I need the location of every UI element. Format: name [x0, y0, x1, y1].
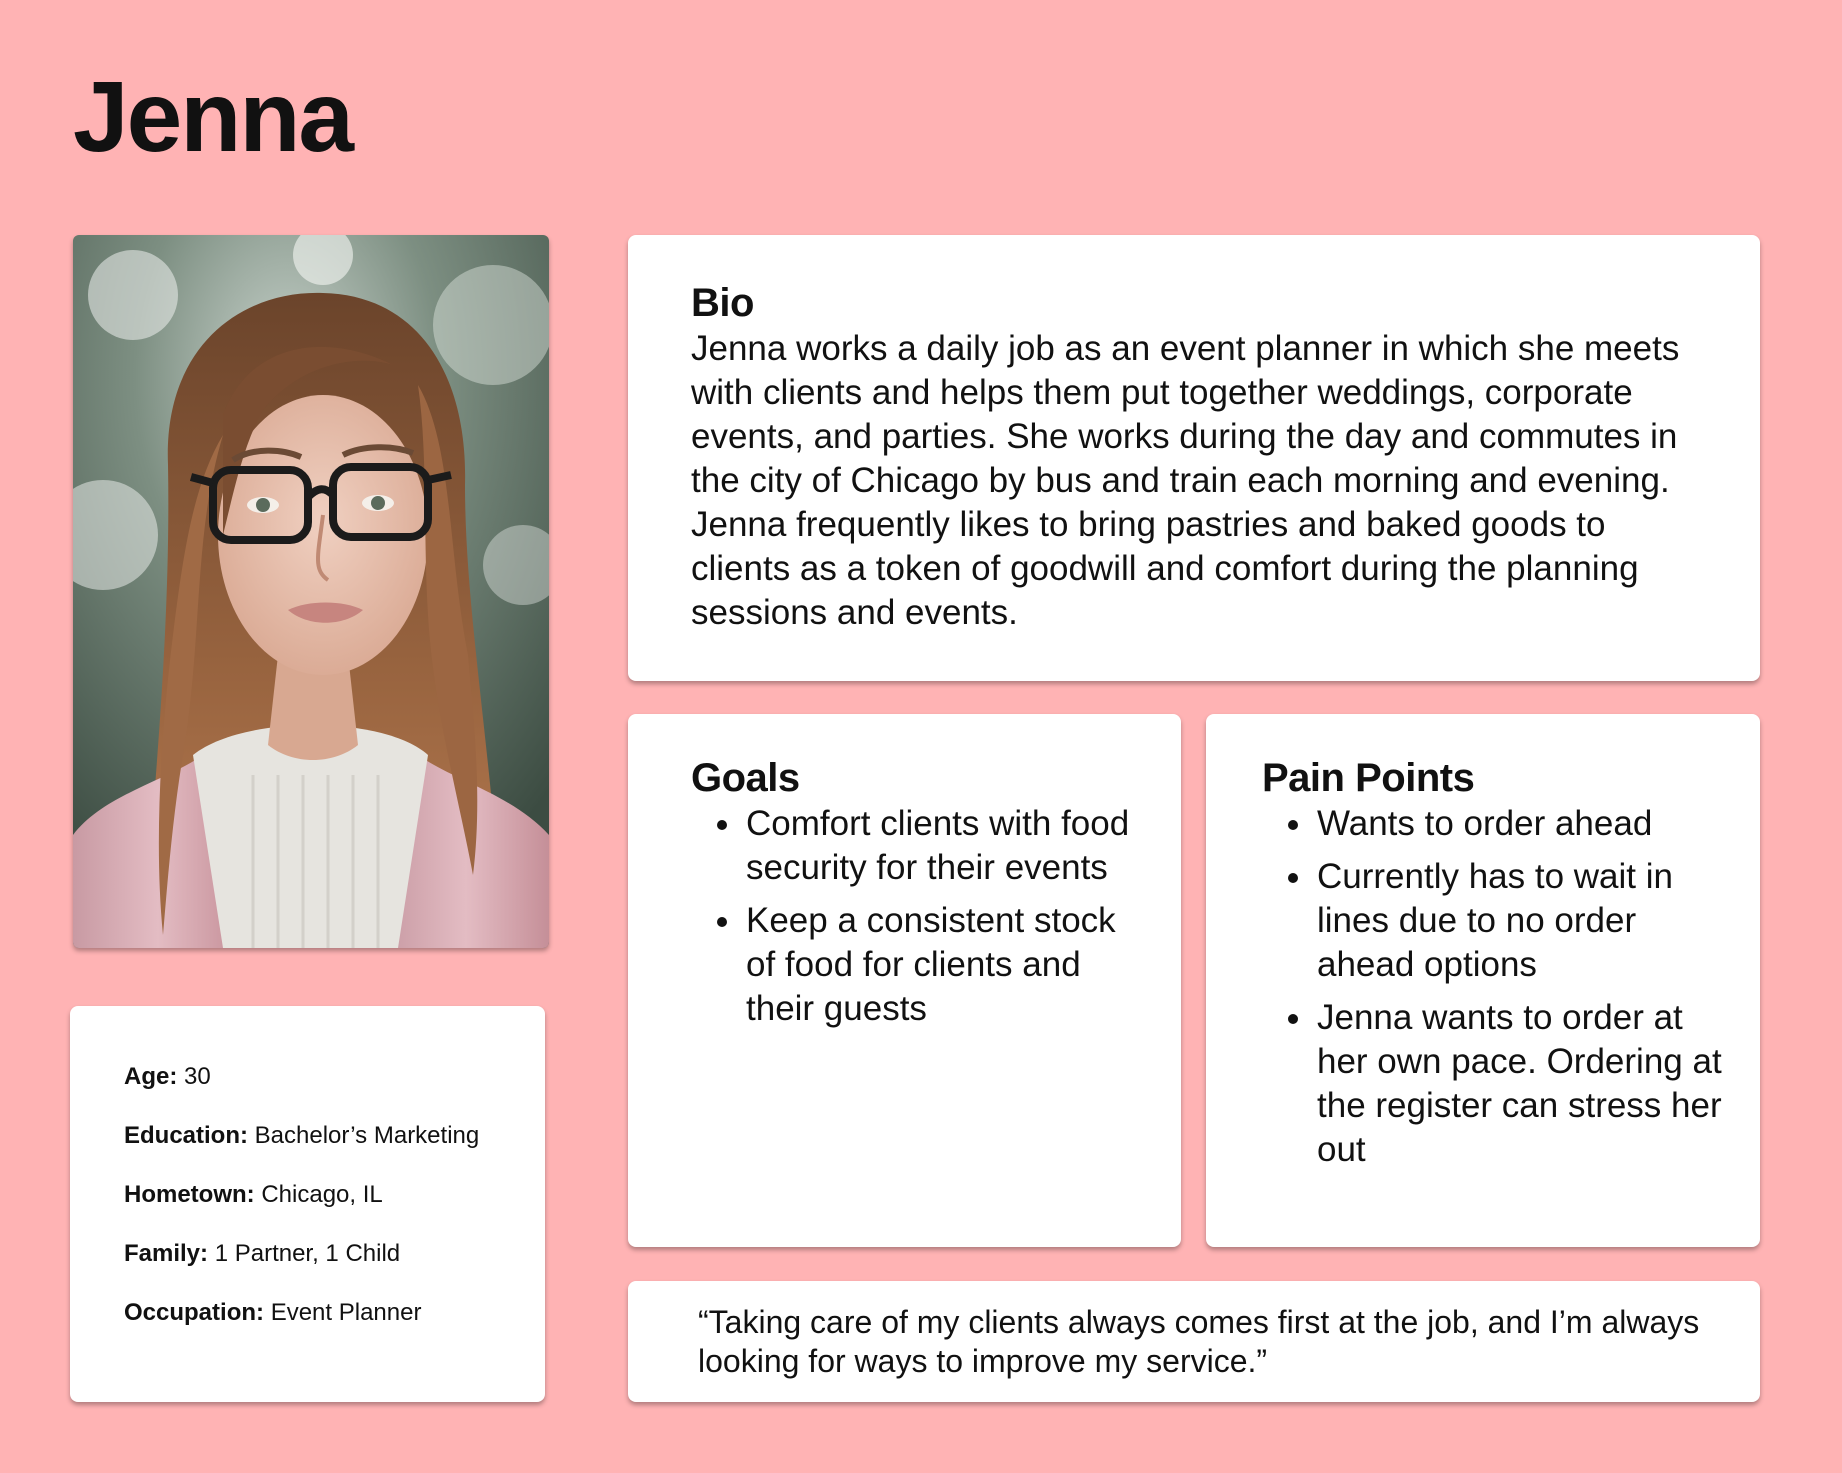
fact-value: Event Planner: [270, 1299, 422, 1326]
quote-card: [628, 1281, 1760, 1402]
fact-hometown: [124, 1180, 491, 1210]
fact-value: Chicago, IL: [261, 1181, 383, 1208]
goal-item: • Comfort clients with food security for their events: [744, 802, 1151, 890]
pain-point-item: • Currently has to wait in lines due to no order ahead options: [1315, 855, 1730, 987]
persona-photo: [73, 235, 549, 948]
fact-label: Hometown:: [124, 1181, 255, 1208]
fact-education: [124, 1121, 491, 1151]
pain-points-card: [1206, 714, 1760, 1247]
persona-name: Jenna: [73, 61, 353, 173]
fact-family: [124, 1239, 491, 1269]
bio-text: Jenna works a daily job as an event planner in which she meets with clients and helps them put together weddings, corporate events, and parties. She works during the day and commutes in the city of Chicago by bus and train each morning and evening. Jenna frequently likes to bring pastries and baked goods to clients as a token of goodwill and comfort during the planning sessions and events.: [691, 329, 1680, 632]
bio-heading: Bio: [691, 281, 754, 325]
quote-text: “Taking care of my clients always comes first at the job, and I’m always looking for ways to improve my service.”: [698, 1304, 1700, 1379]
fact-value: Bachelor’s Marketing: [254, 1122, 480, 1149]
goal-item: • Keep a consistent stock of food for clients and their guests: [744, 899, 1151, 1031]
goals-list: [691, 802, 1151, 1031]
bio-card: [628, 235, 1760, 681]
pain-points-list: [1262, 802, 1730, 1172]
fact-label: Occupation:: [124, 1299, 265, 1326]
pain-point-item: • Wants to order ahead: [1315, 802, 1730, 846]
demographics-card: [70, 1006, 545, 1402]
goals-heading: Goals: [691, 756, 800, 800]
fact-occupation: [124, 1298, 491, 1328]
fact-label: Family:: [124, 1240, 209, 1267]
fact-value: 1 Partner, 1 Child: [214, 1240, 401, 1267]
fact-age: [124, 1062, 491, 1092]
fact-label: Age:: [124, 1063, 178, 1090]
fact-value: 30: [184, 1063, 211, 1090]
pain-points-heading: Pain Points: [1262, 756, 1475, 800]
fact-label: Education:: [124, 1122, 248, 1149]
pain-point-item: • Jenna wants to order at her own pace. Ordering at the register can stress her out: [1315, 996, 1730, 1172]
goals-card: [628, 714, 1181, 1247]
